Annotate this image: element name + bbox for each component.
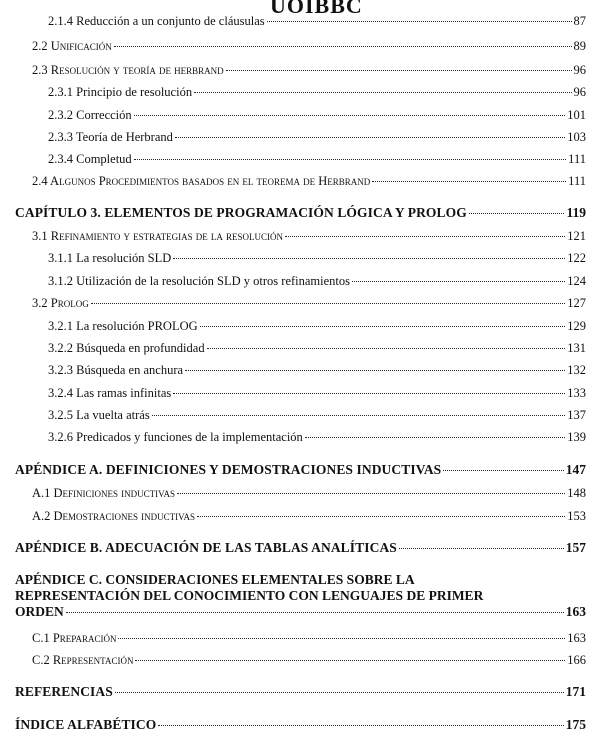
toc-entry-page: 103 xyxy=(567,130,586,144)
toc-entry-label: REFERENCIAS xyxy=(15,684,113,699)
toc-entry-page: 131 xyxy=(567,341,586,355)
toc-entry-page: 139 xyxy=(567,430,586,444)
toc-references-entry[interactable] xyxy=(15,684,586,700)
toc-entry-page: 101 xyxy=(567,108,586,122)
dot-leader xyxy=(173,393,565,394)
dot-leader xyxy=(207,348,566,349)
toc-entry-label: 3.2.1 La resolución PROLOG xyxy=(48,319,198,333)
toc-entry-page: 127 xyxy=(567,296,586,310)
dot-leader xyxy=(134,115,566,116)
toc-entry[interactable] xyxy=(48,250,586,266)
dot-leader xyxy=(177,493,565,494)
toc-entry[interactable] xyxy=(32,295,586,311)
dot-leader xyxy=(118,638,565,639)
dot-leader xyxy=(158,725,563,726)
toc-entry[interactable] xyxy=(48,84,586,100)
toc-entry[interactable] xyxy=(48,362,586,378)
toc-entry-label: 3.2.6 Predicados y funciones de la implementación xyxy=(48,430,303,444)
toc-entry[interactable] xyxy=(32,652,586,668)
page-header-fragment: UOIBBC xyxy=(270,0,363,18)
dot-leader xyxy=(114,46,572,47)
toc-appendix-entry[interactable] xyxy=(15,462,586,478)
toc-entry-page: 119 xyxy=(566,205,586,220)
toc-appendix-entry[interactable] xyxy=(15,540,586,556)
dot-leader xyxy=(443,470,563,471)
dot-leader xyxy=(91,303,566,304)
toc-entry-label: 3.2.3 Búsqueda en anchura xyxy=(48,363,184,377)
dot-leader xyxy=(152,415,566,416)
toc-entry-page: 166 xyxy=(567,653,586,667)
toc-entry-label: 2.3 Resolución y teoría de herbrand xyxy=(32,63,224,77)
toc-entry[interactable] xyxy=(48,129,586,145)
dot-leader xyxy=(197,516,565,517)
toc-entry-page: 163 xyxy=(567,631,586,645)
toc-entry-label: ÍNDICE ALFABÉTICO xyxy=(15,717,157,732)
toc-entry-label: 2.2 Unificación xyxy=(32,39,112,53)
toc-entry-label: A.2 Demostraciones inductivas xyxy=(32,509,196,523)
toc-entry-page: 153 xyxy=(567,509,586,523)
toc-entry-page: 96 xyxy=(573,63,586,77)
toc-entry[interactable] xyxy=(48,407,586,423)
toc-entry-label: A.1 Definiciones inductivas xyxy=(32,486,176,500)
toc-entry-page: 137 xyxy=(567,408,586,422)
toc-entry-label: CAPÍTULO 3. ELEMENTOS DE PROGRAMACIÓN LÓGICA Y PROLOG xyxy=(15,205,467,220)
dot-leader xyxy=(194,92,571,93)
toc-entry[interactable] xyxy=(32,228,586,244)
dot-leader xyxy=(173,258,565,259)
toc-entry-label: 3.2.5 La vuelta atrás xyxy=(48,408,150,422)
toc-entry-page: 111 xyxy=(568,152,586,166)
toc-entry[interactable] xyxy=(48,340,586,356)
toc-entry-label: 3.2.4 Las ramas infinitas xyxy=(48,386,172,400)
dot-leader xyxy=(372,181,566,182)
dot-leader xyxy=(134,159,566,160)
toc-entry-label: 2.3.3 Teoría de Herbrand xyxy=(48,130,173,144)
dot-leader xyxy=(185,370,565,371)
toc-entry-page: 133 xyxy=(567,386,586,400)
dot-leader xyxy=(200,326,566,327)
toc-entry-page: 132 xyxy=(567,363,586,377)
toc-entry[interactable] xyxy=(32,485,586,501)
toc-entry-label-line: ORDEN xyxy=(15,604,64,619)
toc-entry-page: 121 xyxy=(567,229,586,243)
toc-entry-label: 2.3.1 Principio de resolución xyxy=(48,85,193,99)
dot-leader xyxy=(305,437,565,438)
dot-leader xyxy=(175,137,565,138)
toc-entry-label: 3.1 Refinamiento y estrategias de la resolución xyxy=(32,229,284,243)
toc-entry[interactable] xyxy=(32,62,586,78)
dot-leader xyxy=(267,21,572,22)
toc-entry-page: 89 xyxy=(573,39,586,53)
toc-entry-label: C.1 Preparación xyxy=(32,631,117,645)
toc-entry[interactable] xyxy=(48,273,586,289)
toc-entry[interactable] xyxy=(32,630,586,646)
toc-entry-page: 148 xyxy=(567,486,586,500)
toc-entry[interactable] xyxy=(48,13,586,29)
toc-entry-label: 2.1.4 Reducción a un conjunto de cláusulas xyxy=(48,14,265,28)
toc-entry-page: 157 xyxy=(565,540,586,555)
toc-entry-label: 3.2.2 Búsqueda en profundidad xyxy=(48,341,205,355)
toc-entry[interactable] xyxy=(48,429,586,445)
toc-entry-label: APÉNDICE A. DEFINICIONES Y DEMOSTRACIONES INDUCTIVAS xyxy=(15,462,442,477)
toc-entry-page: 124 xyxy=(567,274,586,288)
dot-leader xyxy=(285,236,565,237)
toc-entry-page: 122 xyxy=(567,251,586,265)
toc-entry[interactable] xyxy=(48,385,586,401)
toc-entry-page: 96 xyxy=(573,85,586,99)
toc-entry-label-line: APÉNDICE C. CONSIDERACIONES ELEMENTALES SOBRE LA xyxy=(15,572,415,587)
toc-entry-label: 2.3.4 Completud xyxy=(48,152,132,166)
toc-entry-label: C.2 Representación xyxy=(32,653,134,667)
toc-entry-page: 87 xyxy=(573,14,586,28)
toc-entry-page: 171 xyxy=(565,684,586,699)
toc-entry[interactable] xyxy=(32,38,586,54)
toc-entry-page: 147 xyxy=(565,462,586,477)
dot-leader xyxy=(66,612,564,613)
toc-entry-label: 2.3.2 Corrección xyxy=(48,108,132,122)
toc-entry[interactable] xyxy=(32,508,586,524)
toc-entry-page: 163 xyxy=(565,604,586,619)
dot-leader xyxy=(135,660,565,661)
toc-entry-label: 3.1.2 Utilización de la resolución SLD y otros refinamientos xyxy=(48,274,351,288)
toc-entry-page: 175 xyxy=(565,717,586,732)
toc-entry-page: 111 xyxy=(568,174,586,188)
toc-entry[interactable] xyxy=(32,173,586,189)
toc-entry-label: 2.4 Algunos Procedimientos basados en el teorema de Herbrand xyxy=(32,174,371,188)
dot-leader xyxy=(469,213,565,214)
toc-entry-label: APÉNDICE B. ADECUACIÓN DE LAS TABLAS ANALÍTICAS xyxy=(15,540,397,555)
toc-index-entry[interactable] xyxy=(15,717,586,733)
toc-entry[interactable] xyxy=(48,107,586,123)
dot-leader xyxy=(352,281,565,282)
toc-appendix-entry[interactable] xyxy=(15,572,586,620)
dot-leader xyxy=(115,692,564,693)
toc-entry-label: 3.1.1 La resolución SLD xyxy=(48,251,172,265)
toc-entry[interactable] xyxy=(48,318,586,334)
dot-leader xyxy=(399,548,564,549)
toc-entry-label: 3.2 Prolog xyxy=(32,296,89,310)
toc-entry[interactable] xyxy=(48,151,586,167)
toc-chapter-entry[interactable] xyxy=(15,205,586,221)
toc-entry-page: 129 xyxy=(567,319,586,333)
toc-entry-label-line: REPRESENTACIÓN DEL CONOCIMIENTO CON LENGUAJES DE PRIMER xyxy=(15,588,484,603)
dot-leader xyxy=(226,70,572,71)
